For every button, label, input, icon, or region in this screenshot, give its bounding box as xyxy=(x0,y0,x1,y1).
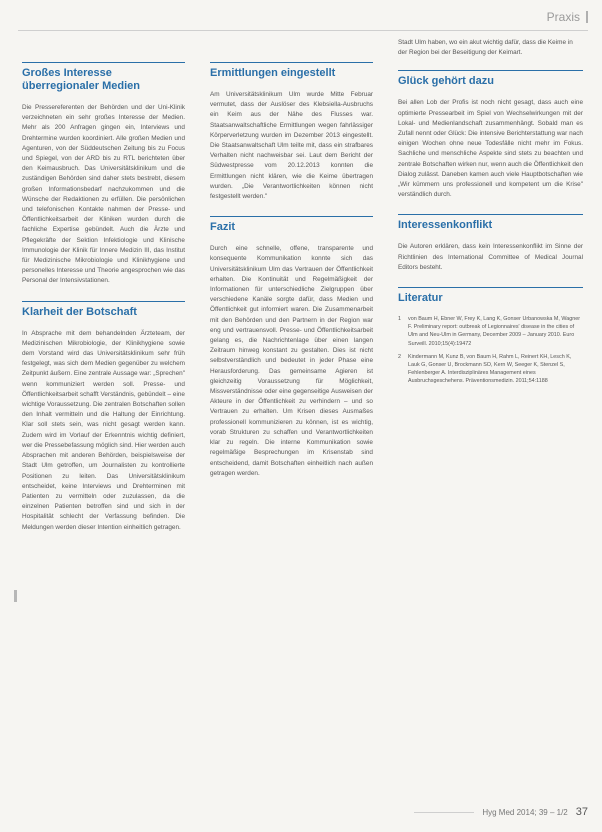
reference-number: 1 xyxy=(398,316,401,323)
section-luck xyxy=(398,70,583,200)
header-rule xyxy=(18,30,588,31)
section-literature xyxy=(398,287,583,386)
reference-text: von Baum H, Ebner W, Frey K, Lang K, Gonser Urbanowska M, Wagner F. Preliminary report: outbreak of Legionnaires' disease in the cities of Ulm and Neu-Ulm in Germany, December 2009 – January 2010. Euro Surveill. 2010;15(4):19472 xyxy=(408,316,581,347)
section-body: Durch eine schnelle, offene, transparente und konsequente Kommunikation konnte sich das Universitätsklinikum Ulm das Vertrauen der Öffentlichkeit erhalten. Die Kontinuität und Regelmäßigkeit der Informationen für unterschiedliche Zielgruppen über verschiedene Kanäle sorgte dafür, dass Medien und Öffentlichkeit gut informiert waren. Die Zusammenarbeit mit den Behörden und den Partnern in der Region war eng und vertrauensvoll. Presse- und Öffentlichkeitsarbeit gelang es, die Nachrichtenlage über einen langen Zeitraum hinweg konstant zu gestalten. Dies ist nicht selbstverständlich und bedeutet in jeder Phase eine Herausforderung. Das gemeinsame Agieren ist gleichzeitig Voraussetzung für Möglichkeit, Missverständnisse oder eine gegenseitige Ausweisen der Akteure in der Öffentlichkeit zu verhindern – und so Vertrauen zu erhalten. Um Krisen dieses Ausmaßes professionell kommunizieren zu können, ist es wichtig, vorab Strukturen zu schaffen und Verantwortlichkeiten klar zu regeln. Die interne Kommunikation sowie regelmäßige Besprechungen im Krisenstab sind entscheidend, damit Botschaften einheitlich nach außen getragen werden. xyxy=(210,245,373,477)
section-body: Die Autoren erklären, dass kein Interessenkonflikt im Sinne der Richtlinien des International Committee of Medical Journal Editors besteht. xyxy=(398,243,583,271)
journal-citation: Hyg Med 2014; 39 – 1/2 xyxy=(482,807,568,817)
reference-item xyxy=(398,315,583,348)
section-interest xyxy=(22,62,185,287)
section-investigation xyxy=(210,62,373,202)
section-body: In Absprache mit dem behandelnden Ärzteteam, der Medizinischen Mikrobiologie, der Klinikhygiene sowie dem Vorstand wird das Universitätsklinikum sehr früh festgelegt, was sich dem Medien gegenüber zu welchem Zeitpunkt äußern. Eine zentrale Aussage war: „Sprechen" wenn kommuniziert werden soll. Presse- und Öffentlichkeitsarbeit schafft Verständnis, gebündelt – eine wichtige Voraussetzung. Die zentralen Botschaften sollen den Inhalt vermitteln und die Haltung der Einrichtung. Klar soll stets sein, was nicht gesagt werden kann. Zudem wird im Vorlauf der Erkenntnis wichtig definiert, wer die Pressebefassung möglich sind. Hier werden auch Absprachen mit anderen Behörden, beispielsweise der Stadt Ulm getroffen, um Journalisten zu kontrollierte Positionen zu leiten. Das Universitätsklinikum entscheidet, keine Interviews und Drehterminen mit Patienten zu vermitteln oder zuzulassen, da die einzelnen Patienten betroffen sind und sich in der Hospitalität schlecht der Verfassung befinden. Die Meldungen werden dieser Intention einheitlich getragen. xyxy=(22,329,185,531)
reference-number: 2 xyxy=(398,353,401,360)
section-heading: Ermittlungen eingestellt xyxy=(210,67,336,79)
intro-paragraph: Stadt Ulm haben, wo ein akut wichtig dafür, dass die Keime in der Region bei der Beseitigung der Keimart. xyxy=(398,39,573,57)
margin-mark xyxy=(14,590,17,602)
reference-text: Kindermann M, Kunz B, von Baum H, Rahm L, Reinert KH, Lesch K, Lauk G, Gonser U, Brockmann SO, Kern W, Seeger K, Stenzel S, Fehlenberger A. Interdisziplinäres Management eines Ausbruchsgeschehens. Präventionsmedizin. 2011;54:1188 xyxy=(408,353,572,385)
page-number: 37 xyxy=(575,806,588,818)
header-divider xyxy=(586,11,588,23)
section-body: Bei allen Lob der Profis ist noch nicht gesagt, dass auch eine optimierte Pressearbeit im Spiel von Wechselwirkungen mit der Lokal- und Medienlandschaft zusammenhängt. Sobald man es Zufall nennt oder Glück: Die intensive Berichterstattung war nach einigen Wochen ohne neue Todesfälle nicht mehr im Fokus. Sachliche und menschliche Aspekte sind stets zu beachten und zentrale Botschaften wirken nur, wenn auch die Öffentlichkeit den Dialog zulässt. Daneben kamen auch viele Hauptbotschaften wie „Wir kümmern uns professionell und kompetent um die Krise" verständlich durch. xyxy=(398,99,583,199)
section-label: Praxis xyxy=(546,10,580,24)
footer-rule xyxy=(414,812,474,813)
section-heading: Großes Interesse überregionaler Medien xyxy=(22,67,140,92)
column-1 xyxy=(22,62,185,539)
section-body: Die Pressereferenten der Behörden und der Uni-Klinik verzeichneten ein sehr großes Interesse der Medien. Mehr als 200 Anfragen gingen ein, Interviews und Drehtermine wurden koordiniert. Alle großen Medien und Agenturen, von der Süddeutschen Zeitung bis zu Focus und Spiegel, von der ARD bis zu RTL berichteten über den Keimausbruch. Das Universitätsklinikum und die zuständigen Behörden sind daher stets bestrebt, diesem großen Informationsbedarf nachzukommen und die Wünsche der Redaktionen zu erfüllen. Die persönlichen und telefonischen Kontakte nahmen der Presse- und Öffentlichkeitsarbeit der Kliniken wurden durch die fachliche Expertise gebündelt. Auch die Ärzte und Pflegekräfte der Sektion Infektiologie und Klinische Immunologie der Klinik für Innere Medizin III, das Institut für Medizinische Mikrobiologie und Klinikhygiene und personelles Interesse und Theorie angesprochen wie das Personal der Intensivstationen. xyxy=(22,104,185,285)
reference-item xyxy=(398,353,583,386)
running-header xyxy=(547,10,588,24)
section-heading: Fazit xyxy=(210,221,236,234)
page-footer xyxy=(414,806,588,818)
section-conflict xyxy=(398,214,583,273)
section-heading: Literatur xyxy=(398,292,443,305)
column-3 xyxy=(398,38,583,392)
section-body: Am Universitätsklinikum Ulm wurde Mitte Februar vermutet, dass der Auslöser des Klebsiella-Ausbruchs ein Keim aus der Nähe des Flusses war. Staatsanwaltschaftliche Ermittlungen wegen fahrlässiger Körperverletzung wurden im Dezember 2013 eingestellt. Die Staatsanwaltschaft Ulm teilte mit, dass ein strafbares Verhalten nicht nachweisbar sei. Laut dem Bericht der Südwestpresse vom 20.12.2013 konnten die Ermittlungen nicht klären, wie die Keime übertragen wurden. „Die Verantwortlichkeiten können nicht festgestellt werden." xyxy=(210,91,373,201)
section-conclusion xyxy=(210,216,373,479)
section-heading: Klarheit der Botschaft xyxy=(22,305,137,318)
section-heading: Glück gehört dazu xyxy=(398,75,494,88)
column-2 xyxy=(210,62,373,485)
section-heading: Interessenkonflikt xyxy=(398,219,493,232)
section-clarity xyxy=(22,301,185,533)
